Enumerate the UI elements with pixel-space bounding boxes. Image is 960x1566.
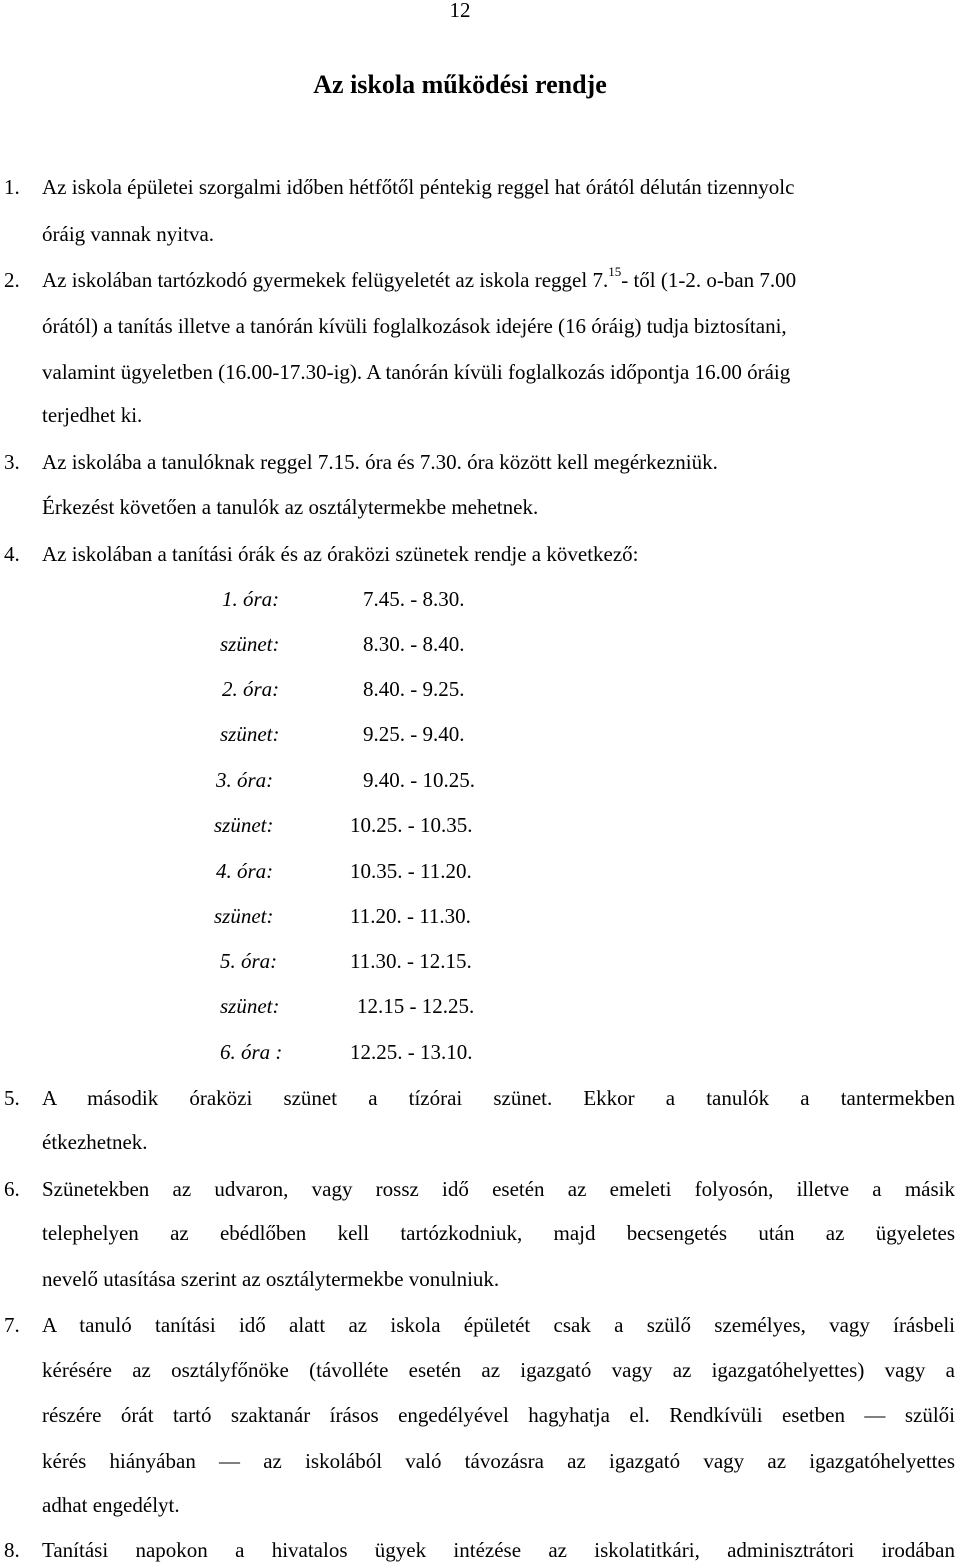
schedule-row — [0, 768, 960, 798]
item-line — [42, 264, 797, 293]
item-line: nevelő utasítása szerint az osztálytermekbe vonulniuk. — [42, 1267, 500, 1291]
item-line: valamint ügyeletben (16.00-17.30-ig). A tanórán kívüli foglalkozás időpontja 16.00 óráig — [42, 360, 791, 384]
schedule-label: 2. óra: — [222, 677, 280, 701]
schedule-row — [0, 1040, 960, 1070]
item-line: Érkezést követően a tanulók az osztálytermekbe mehetnek. — [42, 495, 539, 519]
item-line: óráig vannak nyitva. — [42, 222, 215, 246]
item-line: órától) a tanítás illetve a tanórán kívüli foglalkozások idejére (16 óráig) tudja biztosítani, — [42, 314, 787, 338]
item-number: 4. — [4, 542, 20, 566]
item-line: Szünetekben az udvaron, vagy rossz idő esetén az emeleti folyosón, illetve a másik — [42, 1177, 955, 1201]
item-number: 2. — [4, 268, 20, 292]
schedule-label: 4. óra: — [216, 859, 274, 883]
item-line: Az iskolába a tanulóknak reggel 7.15. óra és 7.30. óra között kell megérkezniük. — [42, 450, 718, 474]
schedule-row — [0, 949, 960, 979]
item-number: 3. — [4, 450, 20, 474]
schedule-label: szünet: — [214, 904, 274, 928]
item-line: Tanítási napokon a hivatalos ügyek intézése az iskolatitkári, adminisztrátori irodában — [42, 1538, 955, 1562]
schedule-row — [0, 677, 960, 707]
page-number: 12 — [449, 0, 471, 22]
schedule-time: 11.30. - 12.15. — [350, 949, 472, 973]
item-line: adhat engedélyt. — [42, 1493, 180, 1517]
item-line: A tanuló tanítási idő alatt az iskola épületét csak a szülő személyes, vagy írásbeli — [42, 1313, 955, 1337]
page-title: Az iskola működési rendje — [313, 70, 607, 99]
item-line: terjedhet ki. — [42, 403, 143, 427]
superscript: 15 — [608, 264, 622, 279]
schedule-time: 9.25. - 9.40. — [363, 722, 465, 746]
item-number: 8. — [4, 1538, 20, 1562]
schedule-label: szünet: — [220, 994, 280, 1018]
schedule-row — [0, 587, 960, 617]
schedule-time: 10.25. - 10.35. — [350, 813, 473, 837]
schedule-label: 1. óra: — [222, 587, 280, 611]
item-line: kérés hiányában — az iskolából való távozásra az igazgató vagy az igazgatóhelyettes — [42, 1449, 955, 1473]
item-line: Az iskola épületei szorgalmi időben hétfőtől péntekig reggel hat órától délután tizennyolc — [42, 175, 795, 199]
schedule-label: 6. óra : — [220, 1040, 283, 1064]
schedule-time: 11.20. - 11.30. — [350, 904, 471, 928]
schedule-label: 3. óra: — [216, 768, 274, 792]
schedule-label: 5. óra: — [220, 949, 278, 973]
item-number: 6. — [4, 1177, 20, 1201]
schedule-time: 9.40. - 10.25. — [363, 768, 475, 792]
item-text: - től (1-2. o-ban 7.00 — [621, 268, 797, 292]
schedule-row — [0, 904, 960, 934]
schedule-row — [0, 859, 960, 889]
schedule-label: szünet: — [214, 813, 274, 837]
schedule-time: 12.15 - 12.25. — [357, 994, 475, 1018]
item-line: A második óraközi szünet a tízórai szünet. Ekkor a tanulók a tantermekben — [42, 1086, 955, 1110]
item-line: telephelyen az ebédlőben kell tartózkodniuk, majd becsengetés után az ügyeletes — [42, 1221, 955, 1245]
schedule-label: szünet: — [220, 722, 280, 746]
schedule-row — [0, 632, 960, 662]
item-line: kérésére az osztályfőnöke (távolléte esetén az igazgató vagy az igazgatóhelyettes) vagy a — [42, 1358, 955, 1382]
schedule-time: 10.35. - 11.20. — [350, 859, 472, 883]
item-line: étkezhetnek. — [42, 1130, 148, 1154]
item-number: 7. — [4, 1313, 20, 1337]
schedule-label: szünet: — [220, 632, 280, 656]
item-text: Az iskolában tartózkodó gyermekek felügyeletét az iskola reggel 7. — [42, 268, 609, 292]
schedule-row — [0, 994, 960, 1024]
schedule-time: 8.30. - 8.40. — [363, 632, 465, 656]
schedule-time: 12.25. - 13.10. — [350, 1040, 473, 1064]
schedule-time: 8.40. - 9.25. — [363, 677, 465, 701]
item-number: 5. — [4, 1086, 20, 1110]
schedule-row — [0, 813, 960, 843]
schedule-row — [0, 722, 960, 752]
item-line: részére órát tartó szaktanár írásos engedélyével hagyhatja el. Rendkívüli esetben — szülői — [42, 1403, 955, 1427]
item-number: 1. — [4, 175, 20, 199]
item-line: Az iskolában a tanítási órák és az óraközi szünetek rendje a következő: — [42, 542, 639, 566]
schedule-time: 7.45. - 8.30. — [363, 587, 465, 611]
